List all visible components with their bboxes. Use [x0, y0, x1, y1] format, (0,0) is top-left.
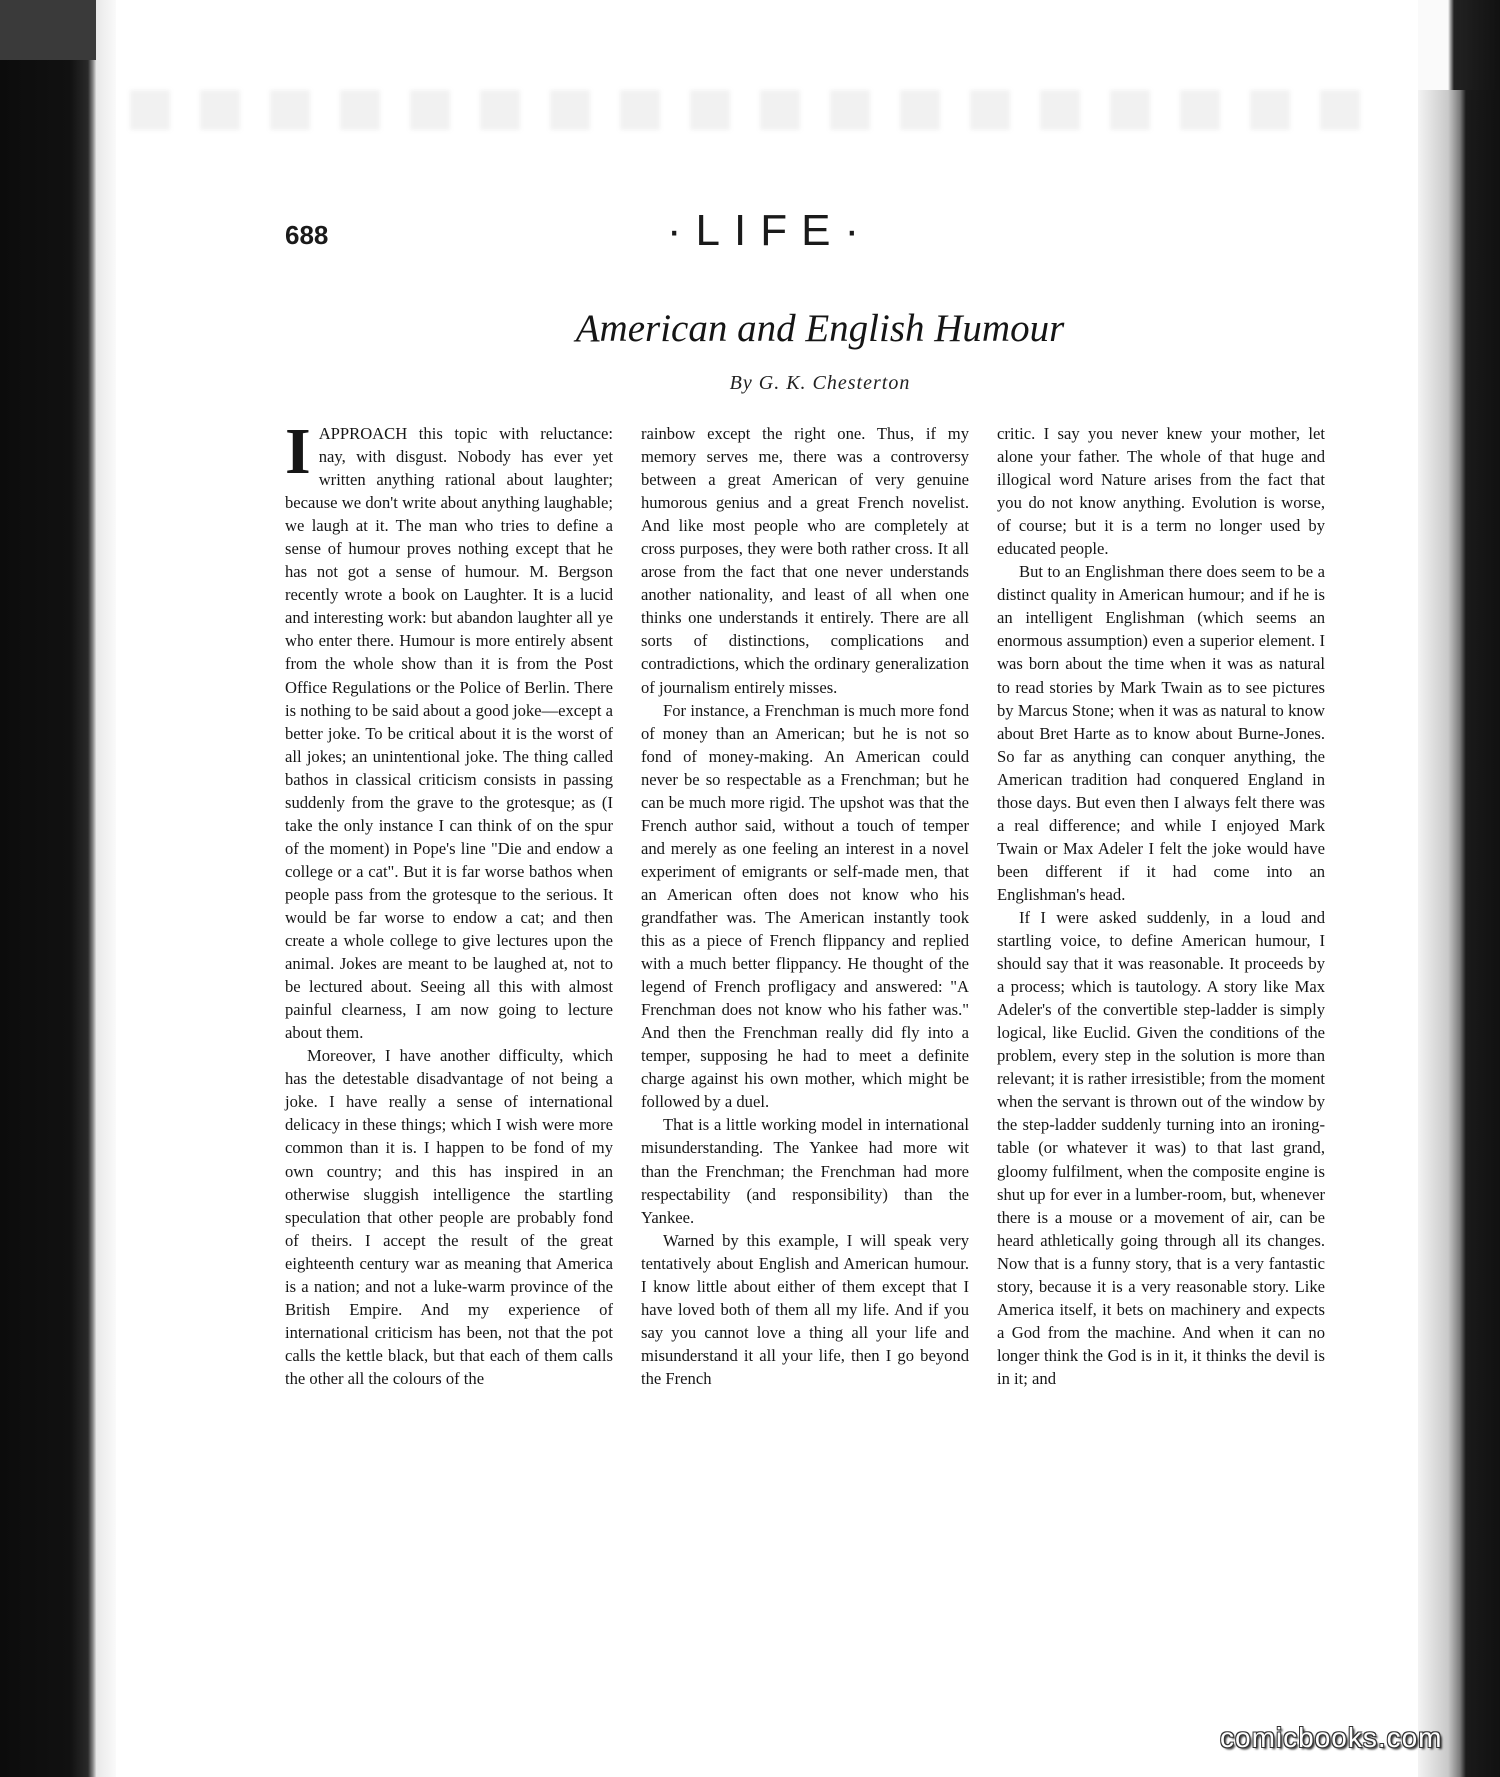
scan-left-top-shadow — [0, 0, 96, 60]
article-title: American and English Humour — [575, 307, 1065, 350]
paragraph: critic. I say you never knew your mother, let alone your father. The whole of that huge and illogical word Nature arises from the fact that you do not know anything. Evolution is worse, of course; but it is a term no longer used by educated people. — [997, 424, 1325, 559]
paragraph: Warned by this example, I will speak very tentatively about English and American humour. I know little about either of them except that I have loved both of them all my life. And if you say you cannot love a thing all your life and misunderstand it all your life, then I go beyond the French — [641, 1230, 969, 1388]
article-column-2 — [641, 422, 969, 1390]
article-byline: By G. K. Chesterton — [729, 372, 911, 394]
paragraph: rainbow except the right one. Thus, if my memory serves me, there was a controversy between a great American of very genuine humorous genius and a great French novelist. And like most people who are completely at cross purposes, they were both rather cross. It all arose from the fact that one never understands another nationality, and least of all when one thinks one understands it entirely. There are all sorts of distinctions, complications and contradictions, which the ordinary generalization of journalism entirely misses. — [641, 424, 969, 697]
paragraph: But to an Englishman there does seem to be a distinct quality in American humour; and if he is an intelligent Englishman (which seems an enormous assumption) even a superior element. I was born about the time when it was as natural to read stories by Mark Twain as to see pictures by Marcus Stone; when it was as natural to know about Bret Harte as to know about Burne-Jones. So far as anything can conquer anything, the American tradition had conquered England in those days. But even then I always felt there was a real difference; and while I enjoyed Mark Twain or Max Adeler I felt the joke would have been different if it had come into an Englishman's head. — [997, 562, 1325, 904]
paragraph: That is a little working model in international misunderstanding. The Yankee had more wit than the Frenchman; the Frenchman had more respectability (and responsibility) than the Yankee. — [641, 1115, 969, 1227]
drop-cap: I — [285, 415, 311, 488]
magazine-masthead: ·LIFE· — [666, 206, 874, 255]
page-number: 688 — [285, 220, 329, 250]
paragraph-text: APPROACH this topic with reluctance: nay, with disgust. Nobody has ever yet written anything rational about laughter; because we don't write about anything laughable; we laugh at it. The man who tries to define a sense of humour proves nothing except that he has not got a sense of humour. M. Bergson recently wrote a book on Laughter. It is a lucid and interesting work: but abandon laughter all ye who enter there. Humour is more entirely absent from the whole show than it is from the Post Office Regulations or the Police of Berlin. There is nothing to be said about a good joke—except a better joke. To be critical about it is the worst of all jokes; an unintentional joke. The thing called bathos in classical criticism consists in passing suddenly from the grave to the grotesque; as (I take the only instance I can think of on the spur of the moment) in Pope's line "Die and endow a college or a cat". But it is far worse bathos when people pass from the grotesque to the serious. It would be far worse to endow a cat; and then create a whole college to give lectures upon the animal. Jokes are meant to be laughed at, not to be lectured about. Seeing all this with almost painful clearness, I am now going to lecture about them. — [285, 424, 613, 1043]
site-watermark: comicbooks.com — [1220, 1722, 1443, 1753]
article-column-3 — [997, 422, 1325, 1390]
scan-right-border — [1418, 0, 1500, 1777]
paragraph — [285, 415, 613, 1044]
bleed-through-text — [130, 90, 1390, 130]
paragraph: If I were asked suddenly, in a loud and startling voice, to define American humour, I should say that it was reasonable. It proceeds by a process; which is tautology. A story like Max Adeler's of the convertible step-ladder is simply logical, like Euclid. Given the conditions of the problem, every step in the solution is more than relevant; it is rather irresistible; from the moment when the servant is thrown out of the window by the step-ladder suddenly turning into an ironing-table (or whatever it was) to that last grand, gloomy fulfilment, when the composite engine is shut up for ever in a lumber-room, but, whenever there is a mouse or a movement of air, can be heard athletically going through all its changes. Now that is a funny story, that is a very fantastic story, because it is a very reasonable story. Like America itself, it bets on machinery and expects a God from the machine. And when it can no longer think the God is in it, it thinks the devil is in it; and — [997, 907, 1325, 1388]
scan-left-border — [0, 0, 96, 1777]
article-column-1 — [285, 415, 613, 1390]
scan-right-top — [1418, 0, 1500, 90]
paragraph: For instance, a Frenchman is much more fond of money than an American; but he is not so fond of money-making. An American could never be so respectable as a Frenchman; but he can be much more rigid. The upshot was that the French author said, without a touch of temper and merely as one feeling an interest in a novel experiment of emigrants or self-made men, that an American often does not know who his grandfather was. The American instantly took this as a piece of French flippancy and replied with a much better flippancy. He thought of the legend of French profligacy and answered: "A Frenchman does not know who his father was." And then the Frenchman really did fly into a temper, supposing he had to meet a definite charge against his own mother, which might be followed by a duel. — [641, 700, 969, 1112]
scan-left-margin — [96, 0, 116, 1777]
paragraph: Moreover, I have another difficulty, which has the detestable disadvantage of not being a joke. I have really a sense of international delicacy in these things; which I wish were more common than it is. I happen to be fond of my own country; and this has inspired in an otherwise sluggish intelligence the startling speculation that other people are probably fond of theirs. I accept the result of the great eighteenth century war as meaning that America is a nation; and not a luke-warm province of the British Empire. And my experience of international criticism has been, not that the pot calls the kettle black, but that each of them calls the other all the colours of the — [285, 1046, 613, 1388]
